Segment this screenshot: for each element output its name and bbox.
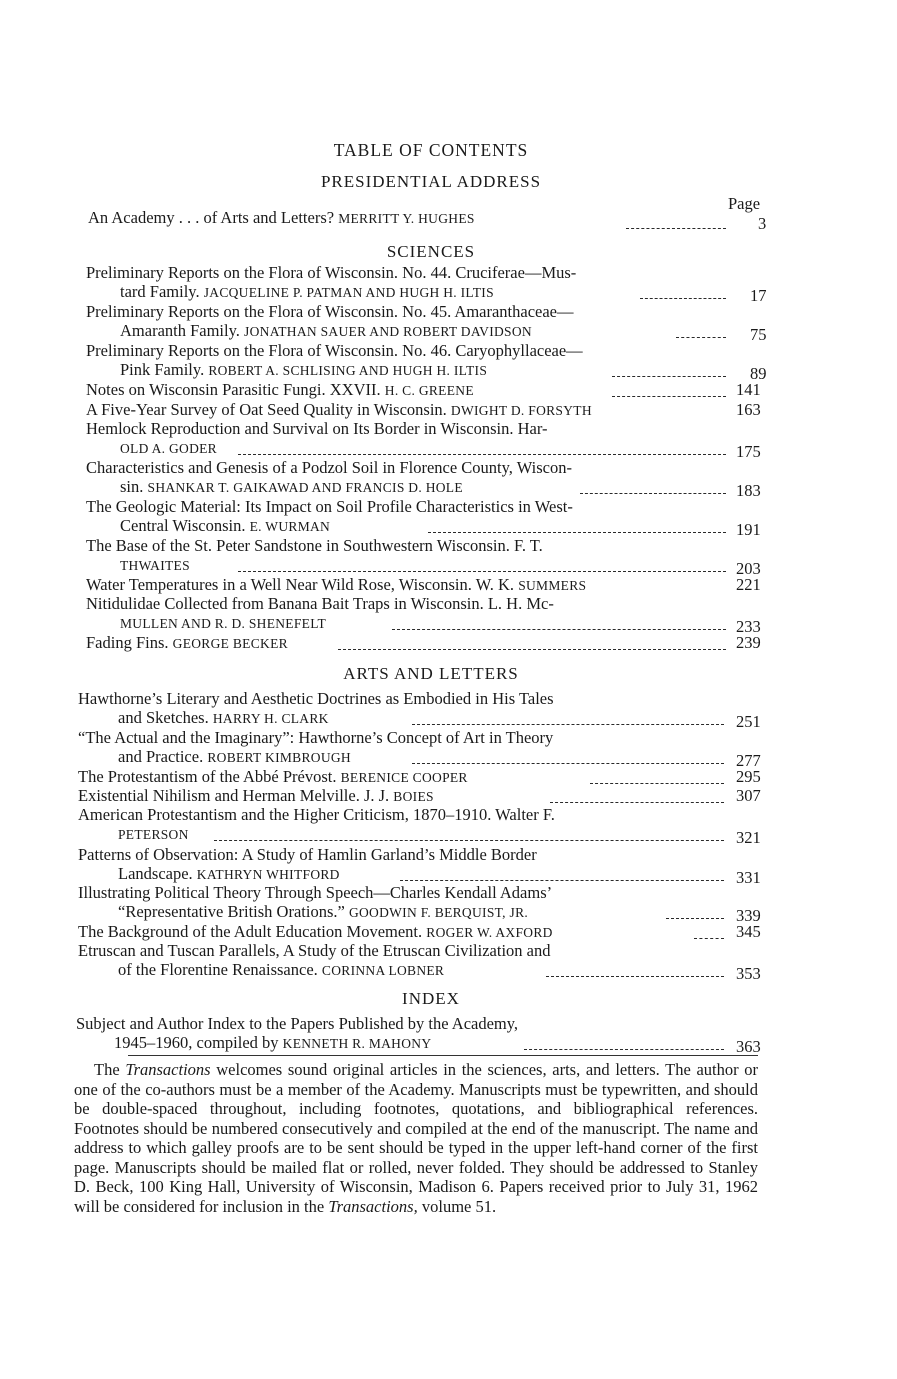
entry-title-continued: [120, 555, 190, 576]
entry-title: Fading Fins. GEORGE BECKER: [86, 633, 288, 652]
entry-title-continued: [120, 438, 217, 459]
leader-dots: [524, 1049, 724, 1051]
notice-paragraph: The Transactions welcomes sound original articles in the sciences, arts, and letters. The author or one of the co-authors must be a member of the Academy. Manuscripts must be typewritten, and should be double-spaced throughout, including footnotes, quotations, and bibliographical references. Footnotes should be numbered consecutively and compiled at the end of the manuscript. The name and address to which galley proofs are to be sent should be typed in the upper left-hand corner of the first page. Manuscripts should be mailed flat or rolled, never folded. They should be addressed to Stanley D. Beck, 100 King Hall, University of Wisconsin, Madison 6. Papers received prior to July 31, 1962 will be considered for inclusion in the Transactions, volume 51.: [74, 1060, 758, 1216]
entry-page-number: 251: [736, 712, 761, 731]
entry-title: Subject and Author Index to the Papers Published by the Academy,: [76, 1014, 519, 1033]
leader-dots: [612, 376, 726, 378]
entry-title: Existential Nihilism and Herman Melville. J. J. BOIES: [78, 786, 434, 805]
section-heading-arts: ARTS AND LETTERS: [343, 664, 519, 683]
leader-dots: [580, 493, 726, 495]
entry-title-continued: sin. SHANKAR T. GAIKAWAD AND FRANCIS D. HOLE: [120, 477, 463, 496]
entry-page-number: 321: [736, 828, 761, 847]
leader-dots: [694, 938, 724, 940]
entry-title-continued: Amaranth Family. JONATHAN SAUER AND ROBERT DAVIDSON: [120, 321, 532, 340]
entry-page-number: 307: [736, 786, 761, 805]
section-heading-presidential: PRESIDENTIAL ADDRESS: [320, 172, 542, 191]
entry-title-continued: and Practice. ROBERT KIMBROUGH: [118, 747, 351, 766]
entry-page-number: 3: [758, 214, 767, 233]
entry-author: ROBERT A. SCHLISING AND HUGH H. ILTIS: [208, 363, 488, 378]
page-title: TABLE OF CONTENTS: [333, 140, 529, 160]
entry-author: KENNETH R. MAHONY: [282, 1036, 432, 1051]
entry-author: HARRY H. CLARK: [212, 711, 329, 726]
entry-page-number: 163: [736, 400, 761, 419]
entry-title-continued: tard Family. JACQUELINE P. PATMAN AND HUGH H. ILTIS: [120, 282, 494, 301]
entry-page-number: 295: [736, 767, 761, 786]
leader-dots: [428, 532, 726, 534]
entry-title: A Five-Year Survey of Oat Seed Quality in Wisconsin. DWIGHT D. FORSYTH: [86, 400, 592, 419]
entry-title: American Protestantism and the Higher Criticism, 1870–1910. Walter F.: [78, 805, 555, 824]
divider-rule: [128, 1055, 758, 1056]
entry-title: Illustrating Political Theory Through Speech—Charles Kendall Adams’: [78, 883, 553, 902]
entry-page-number: 233: [736, 617, 761, 636]
entry-author: DWIGHT D. FORSYTH: [450, 403, 592, 418]
entry-author: E. WURMAN: [249, 519, 331, 534]
leader-dots: [412, 724, 724, 726]
leader-dots: [214, 840, 724, 842]
entry-page-number: 183: [736, 481, 761, 500]
entry-page-number: 363: [736, 1037, 761, 1056]
entry-author: ROBERT KIMBROUGH: [207, 750, 351, 765]
entry-author: MULLEN AND R. D. SHENEFELT: [120, 616, 327, 631]
entry-title-continued: Pink Family. ROBERT A. SCHLISING AND HUGH H. ILTIS: [120, 360, 488, 379]
page-column-label: Page: [728, 194, 761, 213]
entry-page-number: 89: [750, 364, 767, 383]
leader-dots: [392, 629, 726, 631]
entry-page-number: 345: [736, 922, 761, 941]
leader-dots: [550, 802, 724, 804]
entry-title: The Geologic Material: Its Impact on Soil Profile Characteristics in West-: [86, 497, 573, 516]
entry-page-number: 331: [736, 868, 761, 887]
entry-page-number: 353: [736, 964, 761, 983]
submission-notice: [74, 1060, 758, 1216]
entry-page-number: 339: [736, 906, 761, 925]
entry-author: THWAITES: [120, 558, 190, 573]
entry-author: SHANKAR T. GAIKAWAD AND FRANCIS D. HOLE: [147, 480, 463, 495]
leader-dots: [546, 976, 724, 978]
entry-title: Preliminary Reports on the Flora of Wisconsin. No. 44. Cruciferae—Mus-: [86, 263, 577, 282]
entry-author: H. C. GREENE: [384, 383, 474, 398]
entry-title: Preliminary Reports on the Flora of Wisconsin. No. 45. Amaranthaceae—: [86, 302, 574, 321]
entry-title: Hawthorne’s Literary and Aesthetic Doctrines as Embodied in His Tales: [78, 689, 554, 708]
entry-title: Nitidulidae Collected from Banana Bait Traps in Wisconsin. L. H. Mc-: [86, 594, 554, 613]
leader-dots: [238, 454, 726, 456]
entry-page-number: 221: [736, 575, 761, 594]
entry-author: MERRITT Y. HUGHES: [338, 211, 475, 226]
entry-title: “The Actual and the Imaginary”: Hawthorne’s Concept of Art in Theory: [78, 728, 554, 747]
section-heading-index: INDEX: [402, 989, 460, 1008]
entry-page-number: 17: [750, 286, 767, 305]
entry-title-continued: 1945–1960, compiled by KENNETH R. MAHONY: [114, 1033, 432, 1052]
entry-author: BERENICE COOPER: [340, 770, 468, 785]
entry-author: JACQUELINE P. PATMAN AND HUGH H. ILTIS: [203, 285, 494, 300]
leader-dots: [400, 880, 724, 882]
entry-title: An Academy . . . of Arts and Letters? MERRITT Y. HUGHES: [88, 208, 475, 227]
entry-title-continued: [120, 613, 326, 634]
leader-dots: [612, 396, 726, 398]
entry-author: SUMMERS: [518, 578, 587, 593]
entry-title: Preliminary Reports on the Flora of Wisconsin. No. 46. Caryophyllaceae—: [86, 341, 583, 360]
entry-title: Patterns of Observation: A Study of Hamlin Garland’s Middle Border: [78, 845, 537, 864]
entry-title-continued: of the Florentine Renaissance. CORINNA LOBNER: [118, 960, 445, 979]
leader-dots: [238, 571, 726, 573]
section-heading-sciences: SCIENCES: [386, 242, 476, 261]
entry-author: PETERSON: [118, 827, 189, 842]
entry-title: The Base of the St. Peter Sandstone in Southwestern Wisconsin. F. T.: [86, 536, 543, 555]
entry-title-continued: Central Wisconsin. E. WURMAN: [120, 516, 331, 535]
entry-title-continued: “Representative British Orations.” GOODWIN F. BERQUIST, JR.: [118, 902, 529, 921]
entry-author: CORINNA LOBNER: [321, 963, 445, 978]
entry-title: The Background of the Adult Education Movement. ROGER W. AXFORD: [78, 922, 553, 941]
entry-author: JONATHAN SAUER AND ROBERT DAVIDSON: [244, 324, 532, 339]
entry-page-number: 175: [736, 442, 761, 461]
entry-title: Notes on Wisconsin Parasitic Fungi. XXVII. H. C. GREENE: [86, 380, 474, 399]
entry-author: OLD A. GODER: [120, 441, 217, 456]
leader-dots: [590, 783, 724, 785]
leader-dots: [338, 649, 726, 651]
entry-page-number: 191: [736, 520, 761, 539]
leader-dots: [412, 763, 724, 765]
entry-author: KATHRYN WHITFORD: [196, 867, 340, 882]
entry-page-number: 141: [736, 380, 761, 399]
entry-page-number: 203: [736, 559, 761, 578]
leader-dots: [626, 228, 726, 230]
entry-author: GEORGE BECKER: [172, 636, 288, 651]
entry-page-number: 239: [736, 633, 761, 652]
entry-page-number: 277: [736, 751, 761, 770]
leader-dots: [640, 298, 726, 300]
leader-dots: [666, 918, 724, 920]
entry-title: The Protestantism of the Abbé Prévost. BERENICE COOPER: [78, 767, 468, 786]
leader-dots: [676, 337, 726, 339]
entry-title-continued: and Sketches. HARRY H. CLARK: [118, 708, 329, 727]
entry-page-number: 75: [750, 325, 767, 344]
entry-author: ROGER W. AXFORD: [426, 925, 553, 940]
entry-title: Etruscan and Tuscan Parallels, A Study of the Etruscan Civilization and: [78, 941, 551, 960]
entry-title: Characteristics and Genesis of a Podzol Soil in Florence County, Wiscon-: [86, 458, 572, 477]
entry-title-continued: [118, 824, 189, 845]
entry-author: GOODWIN F. BERQUIST, JR.: [348, 905, 529, 920]
entry-title-continued: Landscape. KATHRYN WHITFORD: [118, 864, 340, 883]
entry-title: Hemlock Reproduction and Survival on Its Border in Wisconsin. Har-: [86, 419, 548, 438]
entry-author: BOIES: [393, 789, 434, 804]
entry-title: Water Temperatures in a Well Near Wild Rose, Wisconsin. W. K. SUMMERS: [86, 575, 587, 594]
